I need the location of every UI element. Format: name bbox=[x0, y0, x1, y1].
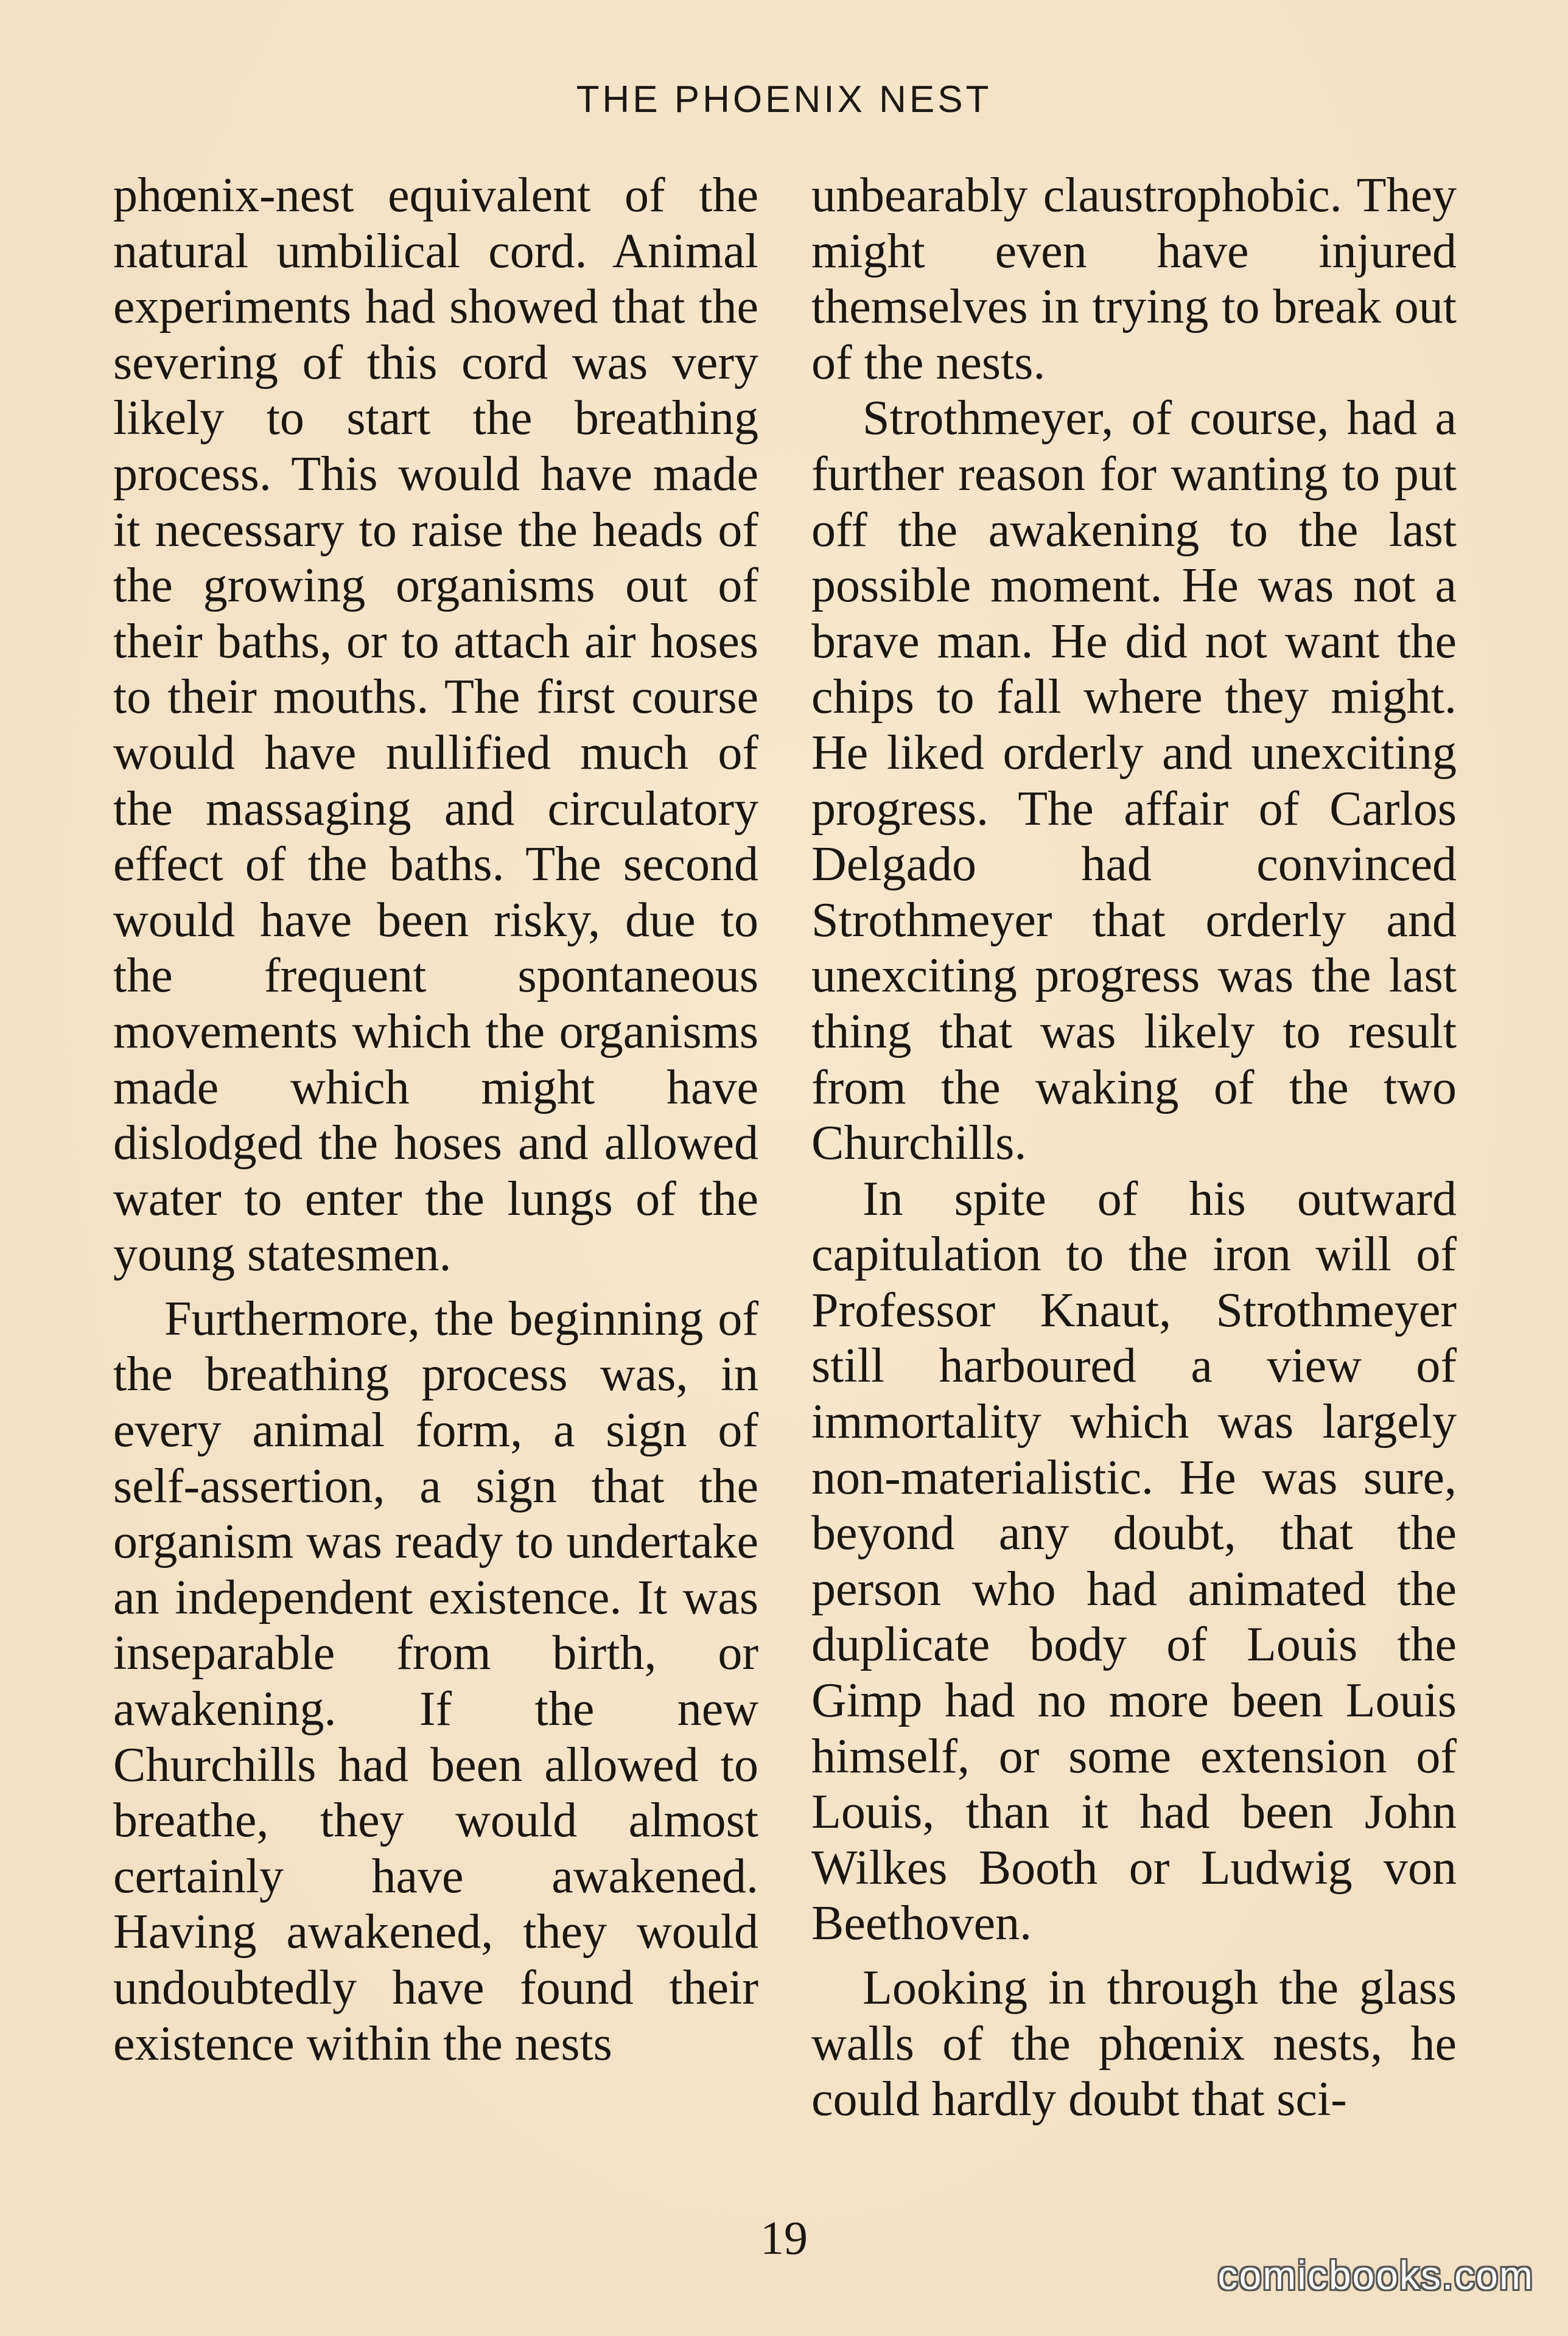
paragraph: Looking in through the glass walls of the phœnix nests, he could hardly doubt that sci- bbox=[811, 1961, 1457, 2127]
left-text-column bbox=[113, 168, 758, 2072]
right-text-column bbox=[811, 168, 1457, 2128]
paragraph: phœnix-nest equivalent of the natural umbilical cord. Animal experiments had showed that the severing of this cord was very likely to start the breathing process. This would have made it necessary to raise the heads of the growing organisms out of their baths, or to attach air hoses to their mouths. The first course would have nullified much of the massaging and circulatory effect of the baths. The second would have been risky, due to the frequent spontaneous movements which the organisms made which might have dislodged the hoses and allowed water to enter the lungs of the young statesmen. bbox=[113, 169, 758, 1282]
paragraph: Strothmeyer, of course, had a further reason for wanting to put off the awakening to the last possible moment. He was not a brave man. He did not want the chips to fall where they might. He liked orderly and unexciting progress. The affair of Carlos Delgado had convinced Strothmeyer that orderly and unexciting progress was the last thing that was likely to result from the waking of the two Churchills. bbox=[811, 391, 1457, 1170]
paragraph: In spite of his outward capitulation to the iron will of Professor Knaut, Strothmeyer still harboured a view of immortality which was largely non-materialistic. He was sure, beyond any doubt, that the person who had animated the duplicate body of Louis the Gimp had no more been Louis himself, or some extension of Louis, than it had been John Wilkes Booth or Ludwig von Beethoven. bbox=[811, 1172, 1457, 1951]
running-head: THE PHOENIX NEST bbox=[576, 79, 992, 121]
watermark: comicbooks.com bbox=[1217, 2253, 1534, 2298]
page-number: 19 bbox=[760, 2211, 808, 2264]
paragraph: Furthermore, the beginning of the breathing process was, in every animal form, a sign of self-assertion, a sign that the organism was ready to undertake an independent existence. It was inseparable from birth, or awakening. If the new Churchills had been allowed to breathe, they would almost certainly have awakened. Having awakened, they would undoubtedly have found their existence within the nests bbox=[113, 1292, 758, 2071]
paragraph: unbearably claustrophobic. They might even have injured themselves in trying to break out of the nests. bbox=[811, 169, 1457, 390]
